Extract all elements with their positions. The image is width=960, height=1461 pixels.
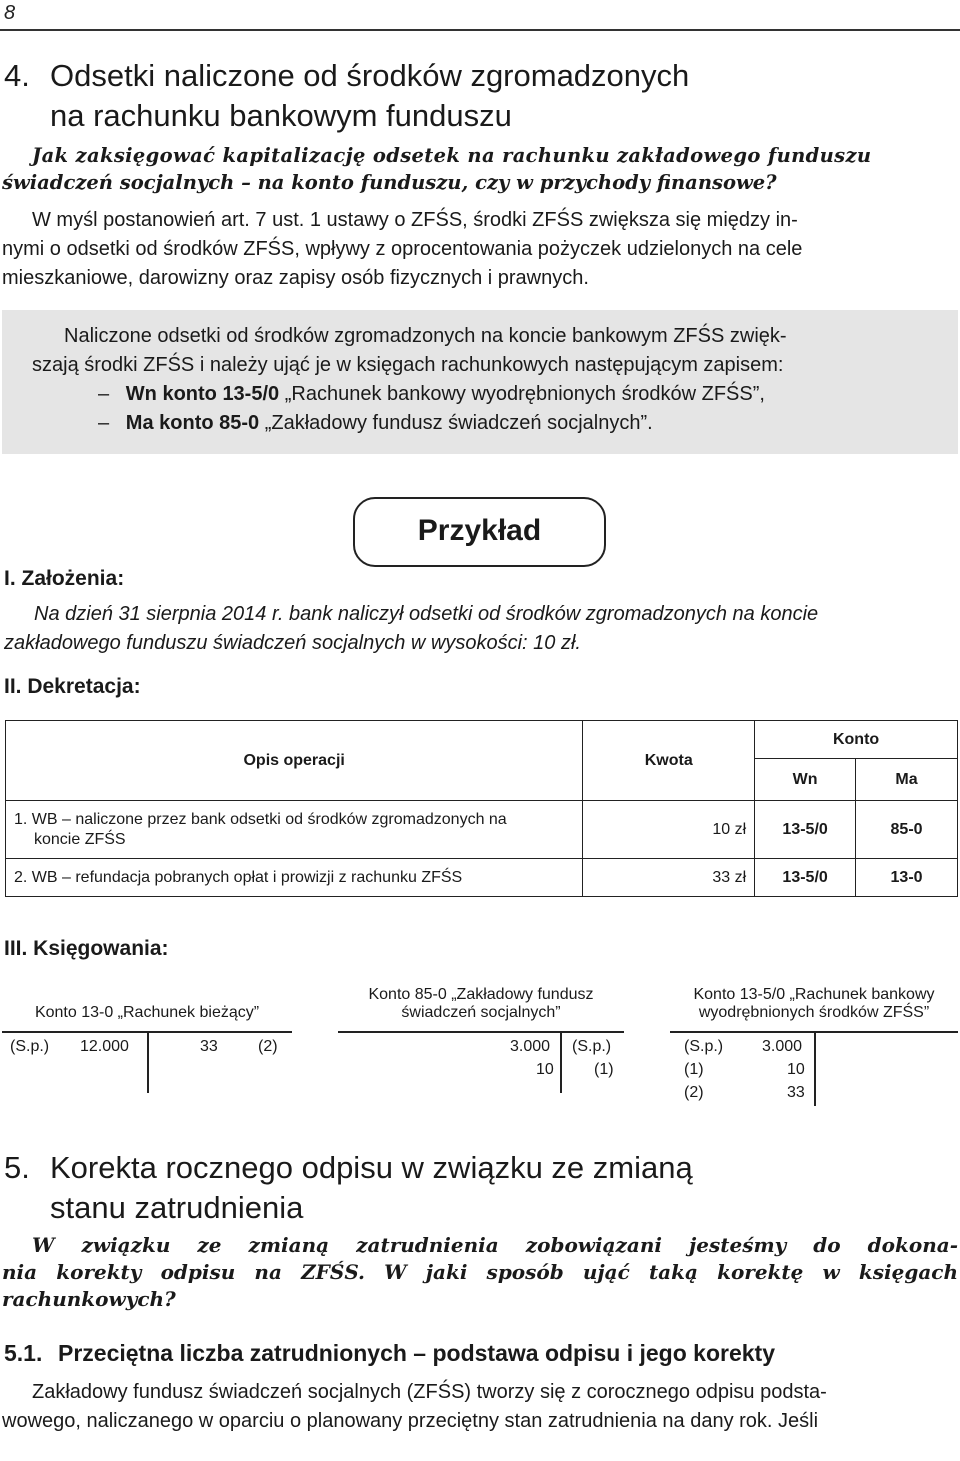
credit-label: (1) [594,1061,614,1078]
section-title-line2: na rachunku bankowym funduszu [50,98,512,133]
question-line2: nia korekty odpisu na ZFŚS. W jaki sposób ująć taką korektę w księgach [2,1260,958,1284]
section-5-paragraph [2,1378,958,1436]
debit-value: 12.000 [80,1038,129,1055]
col-header-ma: Ma [856,759,958,801]
para-line2: nymi o odsetki od środków ZFŚS, wpływy z oprocentowania pożyczek udzielonych na cele [2,238,803,260]
entry-ma-account: Ma konto 85-0 [125,412,260,434]
section-title-line1: Korekta rocznego odpisu w związku ze zmianą [50,1150,693,1185]
section-4-paragraph [2,206,958,293]
subsection-title: Przeciętna liczba zatrudnionych – podstawa odpisu i jego korekty [58,1340,775,1366]
col-header-description: Opis operacji [6,721,583,801]
row-wn: 13-5/0 [755,801,856,859]
t-account-85-0 [338,986,624,1106]
para-line3: mieszkaniowe, darowizny oraz zapisy osób fizycznych i prawnych. [2,267,589,289]
question-line1: W związku ze zmianą zatrudnienia zobowiązani jesteśmy do dokona- [32,1233,958,1257]
row-desc-line1: 1. WB – naliczone przez bank odsetki od środków zgromadzonych na [14,810,507,828]
row-description [6,801,583,859]
header-rule [0,29,960,31]
assumptions-line1: Na dzień 31 sierpnia 2014 r. bank naliczył odsetki od środków zgromadzonych na koncie [34,603,819,625]
entry-ma [10,409,940,438]
assumptions-text [4,600,960,658]
assumptions-line2: zakładowego funduszu świadczeń socjalnych w wysokości: 10 zł. [4,632,581,654]
subsection-heading [4,1340,960,1367]
t-account-13-5-0 [670,986,958,1111]
row-wn: 13-5/0 [755,859,856,897]
credit-value: 3.000 [510,1038,551,1055]
t-account-divider [560,1031,562,1093]
example-label-box: Przykład [353,497,606,567]
entry-dash: – [98,412,110,434]
t-account-divider [147,1031,149,1093]
debit-value: 3.000 [762,1038,803,1055]
debit-label: (1) [684,1061,704,1078]
t-account-title [670,986,958,1022]
col-header-account: Konto [755,721,958,759]
row-amount: 33 zł [583,859,755,897]
info-box [2,310,958,454]
entry-wn-account: Wn konto 13-5/0 [125,383,280,405]
t-account-title-line2: Konto 13-0 „Rachunek bieżący” [34,1004,260,1021]
table-row [6,801,958,859]
question-line2: świadczeń socjalnych – na konto funduszu, czy w przychody finansowe? [2,171,777,194]
section-5-heading [4,1148,954,1228]
col-header-amount: Kwota [583,721,755,801]
section-5-question [2,1232,958,1313]
t-account-title [2,986,292,1022]
section-number: 4. [4,58,30,93]
question-line1: Jak zaksięgować kapitalizację odsetek na rachunku zakładowego funduszu [32,144,872,167]
t-account-title [338,986,624,1022]
credit-label: (S.p.) [572,1038,612,1055]
section-4-heading [4,56,954,136]
credit-value: 33 [200,1038,218,1055]
entry-wn-name: „Rachunek bankowy wyodrębnionych środków ZFŚS”, [284,383,765,405]
col-header-wn: Wn [755,759,856,801]
row-ma: 85-0 [856,801,958,859]
t-account-13-0 [2,986,292,1106]
entry-wn [10,380,940,409]
subsection-number: 5.1. [4,1340,43,1366]
t-account-title-line2: wyodrębnionych środków ZFŚS” [698,1004,930,1021]
row-desc-line2: koncie ZFŚS [34,830,126,848]
assumptions-label: I. Założenia: [4,567,125,590]
row-description: 2. WB – refundacja pobranych opłat i prowizji z rachunku ZFŚS [6,859,583,897]
table-row [6,859,958,897]
section-4-question [2,142,958,196]
credit-value: 10 [536,1061,554,1078]
page-number: 8 [4,2,16,24]
debit-value: 33 [787,1084,805,1101]
para-line2: wowego, naliczanego w oparciu o planowany przeciętny stan zatrudnienia na dany rok. Jeśli [2,1410,819,1432]
debit-value: 10 [787,1061,805,1078]
section-title-line1: Odsetki naliczone od środków zgromadzonych [50,58,690,93]
entry-dash: – [98,383,110,405]
entry-ma-name: „Zakładowy fundusz świadczeń socjalnych”. [264,412,653,434]
box-line1: Naliczone odsetki od środków zgromadzonych na koncie bankowym ZFŚS zwięk- [64,325,787,347]
row-amount: 10 zł [583,801,755,859]
t-account-title-line1: Konto 13-5/0 „Rachunek bankowy [693,986,935,1003]
row-ma: 13-0 [856,859,958,897]
t-account-divider [814,1031,816,1106]
para-line1: Zakładowy fundusz świadczeń socjalnych (ZFŚS) tworzy się z corocznego odpisu podsta- [32,1381,827,1403]
t-account-title-line2: świadczeń socjalnych” [401,1004,561,1021]
debit-label: (S.p.) [10,1038,50,1055]
decree-label: II. Dekretacja: [4,675,141,698]
debit-label: (S.p.) [684,1038,724,1055]
postings-label: III. Księgowania: [4,937,169,960]
t-account-rule [338,1031,624,1033]
para-line1: W myśl postanowień art. 7 ust. 1 ustawy o ZFŚS, środki ZFŚS zwiększa się między in- [32,209,798,231]
decree-table [5,720,958,897]
credit-label: (2) [258,1038,278,1055]
debit-label: (2) [684,1084,704,1101]
question-line3: rachunkowych? [2,1287,176,1311]
section-title-line2: stanu zatrudnienia [50,1190,304,1225]
section-number: 5. [4,1150,30,1185]
t-account-title-line1: Konto 85-0 „Zakładowy fundusz [368,986,594,1003]
box-line2: szają środki ZFŚS i należy ująć je w księgach rachunkowych następującym zapisem: [32,354,784,376]
